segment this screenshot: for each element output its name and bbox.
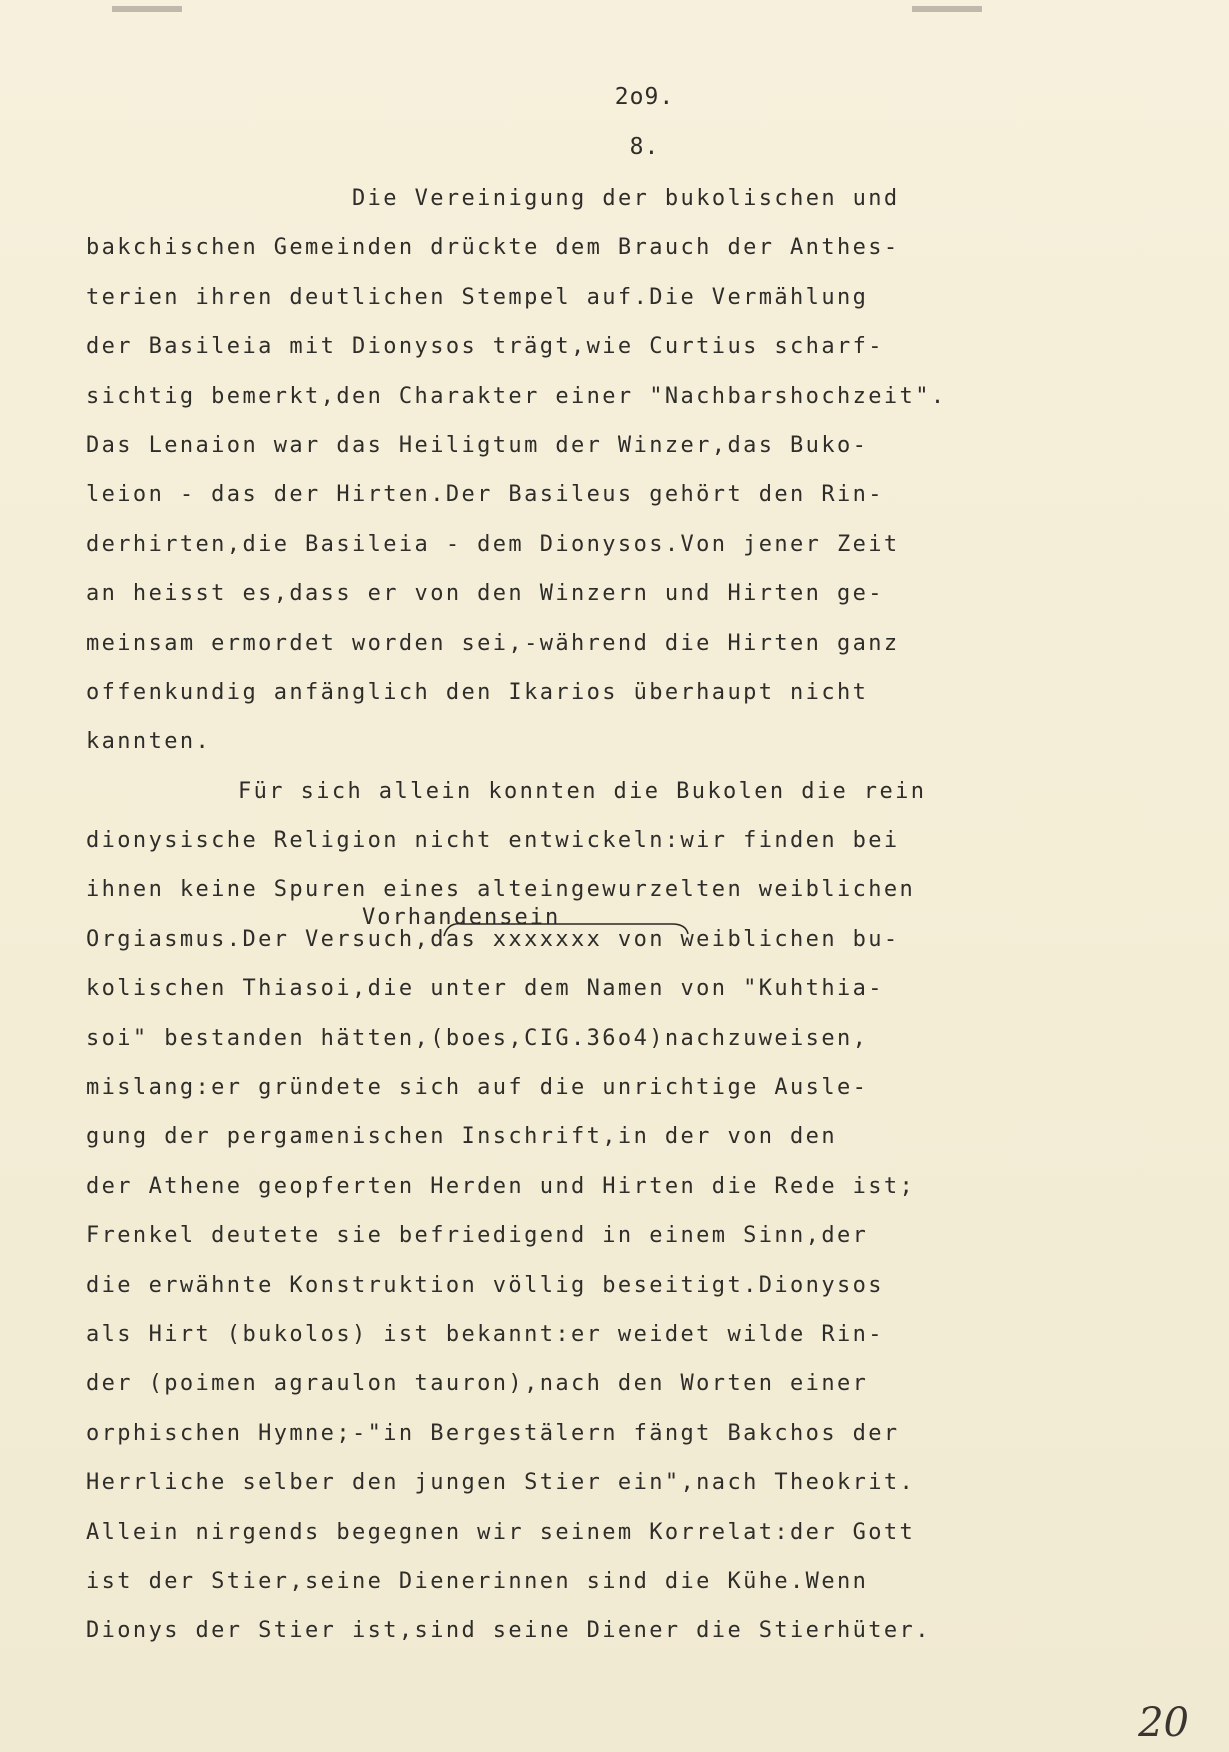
text-line: mislang:er gründete sich auf die unrichtige Ausle- bbox=[86, 1075, 869, 1101]
text-line: als Hirt (bukolos) ist bekannt:er weidet wilde Rin- bbox=[86, 1321, 884, 1347]
section-number: 8. bbox=[629, 134, 660, 160]
text-line: offenkundig anfänglich den Ikarios überhaupt nicht bbox=[86, 679, 869, 705]
text-line: Herrliche selber den jungen Stier ein",nach Theokrit. bbox=[86, 1470, 916, 1496]
text-line: Das Lenaion war das Heiligtum der Winzer,das Buko- bbox=[86, 432, 869, 458]
text-line: dionysische Religion nicht entwickeln:wir finden bei bbox=[86, 828, 900, 854]
text-line: bakchischen Gemeinden drückte dem Brauch der Anthes- bbox=[86, 235, 900, 261]
text-line: der Basileia mit Dionysos trägt,wie Curtius scharf- bbox=[86, 334, 884, 360]
text-line: der Athene geopferten Herden und Hirten die Rede ist; bbox=[86, 1173, 916, 1199]
text-line: gung der pergamenischen Inschrift,in der von den bbox=[86, 1124, 837, 1150]
text-line: die erwähnte Konstruktion völlig beseitigt.Dionysos bbox=[86, 1272, 884, 1298]
text-line: der (poimen agraulon tauron),nach den Worten einer bbox=[86, 1371, 869, 1397]
text-line: meinsam ermordet worden sei,-während die Hirten ganz bbox=[86, 630, 900, 656]
text-line: ihnen keine Spuren eines alteingewurzelten weiblichen bbox=[86, 877, 916, 903]
text-line: Für sich allein konnten die Bukolen die rein bbox=[238, 778, 927, 804]
text-line: kannten. bbox=[86, 729, 212, 755]
scan-mark-left bbox=[112, 6, 182, 12]
text-line: terien ihren deutlichen Stempel auf.Die Vermählung bbox=[86, 284, 869, 310]
page-number: 2o9. bbox=[614, 84, 675, 110]
text-line: kolischen Thiasoi,die unter dem Namen von "Kuhthia- bbox=[86, 976, 884, 1002]
text-line: orphischen Hymne;-"in Bergestälern fängt Bakchos der bbox=[86, 1420, 900, 1446]
text-line: Dionys der Stier ist,sind seine Diener die Stierhüter. bbox=[86, 1618, 931, 1644]
text-line: Frenkel deutete sie befriedigend in einem Sinn,der bbox=[86, 1223, 869, 1249]
text-line: Allein nirgends begegnen wir seinem Korrelat:der Gott bbox=[86, 1519, 916, 1545]
body-text bbox=[86, 182, 1106, 1664]
text-line: Orgiasmus.Der Versuch,das xxxxxxx von weiblichen bu- bbox=[86, 926, 900, 952]
text-line: leion - das der Hirten.Der Basileus gehört den Rin- bbox=[86, 482, 884, 508]
text-line: an heisst es,dass er von den Winzern und Hirten ge- bbox=[86, 581, 884, 607]
text-line: soi" bestanden hätten,(boes,CIG.36o4)nachzuweisen, bbox=[86, 1025, 869, 1051]
scan-mark-right bbox=[912, 6, 982, 12]
handwritten-insertion: Vorhandensein bbox=[362, 905, 561, 930]
text-line: Die Vereinigung der bukolischen und bbox=[352, 186, 900, 211]
text-line: ist der Stier,seine Dienerinnen sind die Kühe.Wenn bbox=[86, 1568, 869, 1594]
margin-folio-number: 20 bbox=[1138, 1700, 1189, 1746]
text-line: sichtig bemerkt,den Charakter einer "Nachbarshochzeit". bbox=[86, 383, 947, 409]
text-line: derhirten,die Basileia - dem Dionysos.Von jener Zeit bbox=[86, 531, 900, 557]
